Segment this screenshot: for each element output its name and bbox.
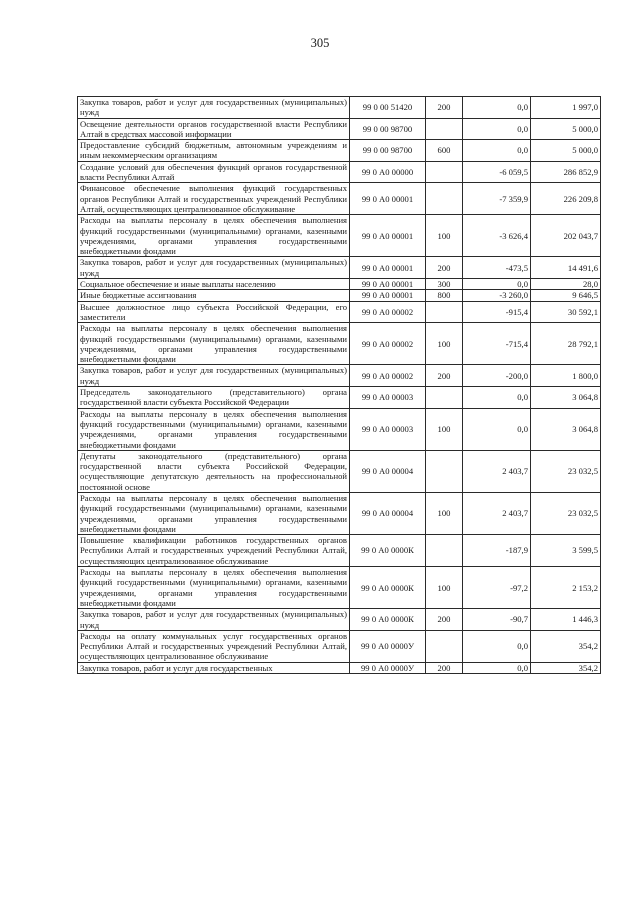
expense-name-cell: Создание условий для обеспечения функций органов государственной власти Республики Алтай [78, 161, 350, 183]
expense-type-cell: 200 [426, 97, 463, 119]
amount-change-cell: -200,0 [463, 365, 531, 387]
table-row [78, 140, 601, 162]
amount-total-cell: 3 064,8 [531, 387, 601, 409]
amount-total-cell: 5 000,0 [531, 118, 601, 140]
amount-total-cell: 28 792,1 [531, 323, 601, 365]
target-article-code-cell: 99 0 А0 00004 [350, 450, 426, 492]
table-row [78, 118, 601, 140]
amount-change-cell: -7 359,9 [463, 183, 531, 215]
expense-type-cell: 600 [426, 140, 463, 162]
expense-name-cell: Расходы на выплаты персоналу в целях обеспечения выполнения функций государственными (муниципальными) органами, казенными учреждениями, органами управления государственными внебюджетными фондами [78, 567, 350, 609]
expense-name-cell: Председатель законодательного (представительного) органа государственной власти субъекта Российской Федерации [78, 387, 350, 409]
target-article-code-cell: 99 0 А0 0000К [350, 535, 426, 567]
target-article-code-cell: 99 0 А0 00000 [350, 161, 426, 183]
target-article-code-cell: 99 0 А0 00003 [350, 387, 426, 409]
table-row [78, 279, 601, 290]
table-row [78, 408, 601, 450]
expense-type-cell [426, 118, 463, 140]
amount-change-cell: -915,4 [463, 301, 531, 323]
expense-type-cell [426, 183, 463, 215]
expense-name-cell: Закупка товаров, работ и услуг для государственных (муниципальных) нужд [78, 97, 350, 119]
expense-name-cell: Закупка товаров, работ и услуг для государственных (муниципальных) нужд [78, 257, 350, 279]
amount-total-cell: 354,2 [531, 630, 601, 662]
expense-type-cell: 200 [426, 662, 463, 673]
budget-table [77, 96, 601, 674]
table-row [78, 387, 601, 409]
target-article-code-cell: 99 0 А0 00001 [350, 215, 426, 257]
table-row [78, 567, 601, 609]
expense-type-cell: 300 [426, 279, 463, 290]
table-row [78, 535, 601, 567]
table-row [78, 257, 601, 279]
amount-total-cell: 286 852,9 [531, 161, 601, 183]
target-article-code-cell: 99 0 00 98700 [350, 118, 426, 140]
amount-change-cell: -3 626,4 [463, 215, 531, 257]
expense-type-cell: 200 [426, 365, 463, 387]
expense-name-cell: Расходы на оплату коммунальных услуг государственных органов Республики Алтай и государственных учреждений Республики Алтай, осуществляющих централизованное обслуживание [78, 630, 350, 662]
expense-type-cell: 800 [426, 290, 463, 301]
amount-change-cell: 0,0 [463, 387, 531, 409]
amount-change-cell: -97,2 [463, 567, 531, 609]
table-row [78, 630, 601, 662]
page-number: 305 [310, 36, 330, 50]
expense-type-cell [426, 450, 463, 492]
table-row [78, 290, 601, 301]
amount-change-cell: -187,9 [463, 535, 531, 567]
expense-type-cell: 200 [426, 257, 463, 279]
table-row [78, 365, 601, 387]
expense-name-cell: Предоставление субсидий бюджетным, автономным учреждениям и иным некоммерческим организациям [78, 140, 350, 162]
target-article-code-cell: 99 0 А0 0000У [350, 630, 426, 662]
target-article-code-cell: 99 0 А0 00002 [350, 365, 426, 387]
amount-total-cell: 23 032,5 [531, 492, 601, 534]
expense-type-cell: 100 [426, 408, 463, 450]
amount-total-cell: 354,2 [531, 662, 601, 673]
amount-change-cell: 0,0 [463, 97, 531, 119]
expense-type-cell: 100 [426, 215, 463, 257]
expense-type-cell: 100 [426, 492, 463, 534]
expense-name-cell: Расходы на выплаты персоналу в целях обеспечения выполнения функций государственными (муниципальными) органами, казенными учреждениями, органами управления государственными внебюджетными фондами [78, 215, 350, 257]
amount-total-cell: 5 000,0 [531, 140, 601, 162]
expense-type-cell: 200 [426, 609, 463, 631]
target-article-code-cell: 99 0 А0 0000К [350, 567, 426, 609]
amount-total-cell: 14 491,6 [531, 257, 601, 279]
amount-change-cell: 0,0 [463, 279, 531, 290]
expense-name-cell: Депутаты законодательного (представительного) органа государственной власти субъекта Российской Федерации, осуществляющие депутатскую деятельность на профессиональной постоянной основе [78, 450, 350, 492]
expense-type-cell: 100 [426, 567, 463, 609]
target-article-code-cell: 99 0 А0 00004 [350, 492, 426, 534]
expense-name-cell: Иные бюджетные ассигнования [78, 290, 350, 301]
table-row [78, 161, 601, 183]
amount-total-cell: 1 446,3 [531, 609, 601, 631]
amount-change-cell: 0,0 [463, 408, 531, 450]
amount-change-cell: 0,0 [463, 140, 531, 162]
target-article-code-cell: 99 0 А0 00001 [350, 257, 426, 279]
amount-total-cell: 23 032,5 [531, 450, 601, 492]
target-article-code-cell: 99 0 00 51420 [350, 97, 426, 119]
expense-name-cell: Закупка товаров, работ и услуг для государственных [78, 662, 350, 673]
amount-total-cell: 1 997,0 [531, 97, 601, 119]
target-article-code-cell: 99 0 А0 00003 [350, 408, 426, 450]
expense-name-cell: Закупка товаров, работ и услуг для государственных (муниципальных) нужд [78, 609, 350, 631]
amount-total-cell: 30 592,1 [531, 301, 601, 323]
expense-type-cell [426, 301, 463, 323]
expense-type-cell [426, 387, 463, 409]
expense-name-cell: Расходы на выплаты персоналу в целях обеспечения выполнения функций государственными (муниципальными) органами, казенными учреждениями, органами управления государственными внебюджетными фондами [78, 492, 350, 534]
table-row [78, 492, 601, 534]
expense-name-cell: Расходы на выплаты персоналу в целях обеспечения выполнения функций государственными (муниципальными) органами, казенными учреждениями, органами управления государственными внебюджетными фондами [78, 323, 350, 365]
target-article-code-cell: 99 0 00 98700 [350, 140, 426, 162]
target-article-code-cell: 99 0 А0 00001 [350, 290, 426, 301]
amount-change-cell: 0,0 [463, 630, 531, 662]
amount-change-cell: 0,0 [463, 118, 531, 140]
amount-change-cell: -473,5 [463, 257, 531, 279]
expense-name-cell: Освещение деятельности органов государственной власти Республики Алтай в средствах массовой информации [78, 118, 350, 140]
table-row [78, 215, 601, 257]
target-article-code-cell: 99 0 А0 00002 [350, 301, 426, 323]
amount-total-cell: 2 153,2 [531, 567, 601, 609]
amount-total-cell: 9 646,5 [531, 290, 601, 301]
target-article-code-cell: 99 0 А0 0000К [350, 609, 426, 631]
budget-table-body [78, 97, 601, 674]
expense-name-cell: Высшее должностное лицо субъекта Российской Федерации, его заместители [78, 301, 350, 323]
table-row [78, 450, 601, 492]
amount-total-cell: 3 064,8 [531, 408, 601, 450]
amount-total-cell: 3 599,5 [531, 535, 601, 567]
expense-name-cell: Финансовое обеспечение выполнения функций государственных органов Республики Алтай и государственных учреждений Республики Алтай, осуществляющих централизованное обслуживание [78, 183, 350, 215]
table-row [78, 97, 601, 119]
amount-total-cell: 28,0 [531, 279, 601, 290]
table-row [78, 323, 601, 365]
table-row [78, 609, 601, 631]
amount-total-cell: 202 043,7 [531, 215, 601, 257]
target-article-code-cell: 99 0 А0 00001 [350, 279, 426, 290]
expense-type-cell [426, 630, 463, 662]
target-article-code-cell: 99 0 А0 0000У [350, 662, 426, 673]
table-row [78, 301, 601, 323]
amount-change-cell: -90,7 [463, 609, 531, 631]
expense-name-cell: Повышение квалификации работников государственных органов Республики Алтай и государственных учреждений Республики Алтай, осуществляющих централизованное обслуживание [78, 535, 350, 567]
amount-change-cell: 2 403,7 [463, 492, 531, 534]
expense-name-cell: Расходы на выплаты персоналу в целях обеспечения выполнения функций государственными (муниципальными) органами, казенными учреждениями, органами управления государственными внебюджетными фондами [78, 408, 350, 450]
table-row [78, 183, 601, 215]
amount-total-cell: 226 209,8 [531, 183, 601, 215]
expense-type-cell [426, 535, 463, 567]
amount-change-cell: 2 403,7 [463, 450, 531, 492]
amount-change-cell: -6 059,5 [463, 161, 531, 183]
amount-change-cell: -715,4 [463, 323, 531, 365]
expense-type-cell [426, 161, 463, 183]
expense-name-cell: Социальное обеспечение и иные выплаты населению [78, 279, 350, 290]
amount-total-cell: 1 800,0 [531, 365, 601, 387]
target-article-code-cell: 99 0 А0 00002 [350, 323, 426, 365]
amount-change-cell: 0,0 [463, 662, 531, 673]
expense-type-cell: 100 [426, 323, 463, 365]
expense-name-cell: Закупка товаров, работ и услуг для государственных (муниципальных) нужд [78, 365, 350, 387]
amount-change-cell: -3 260,0 [463, 290, 531, 301]
table-row [78, 662, 601, 673]
target-article-code-cell: 99 0 А0 00001 [350, 183, 426, 215]
